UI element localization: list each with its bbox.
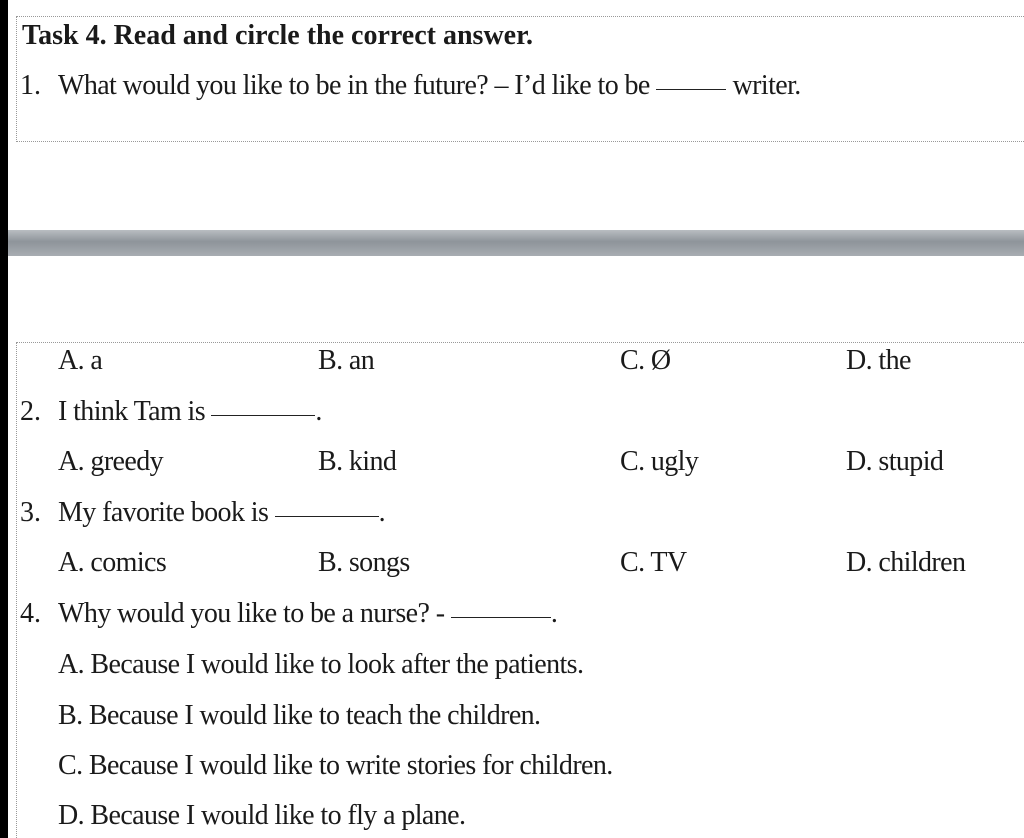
page-border-bottom (16, 141, 1024, 142)
question-3-end: . (378, 497, 386, 528)
question-2 (58, 396, 322, 428)
question-3-text: My favorite book is (58, 497, 269, 528)
question-2-text: I think Tam is (58, 396, 206, 427)
q4-option-a[interactable]: A. Because I would like to look after the patients. (58, 649, 584, 680)
page-edge (0, 0, 8, 838)
q1-option-d[interactable]: D. the (846, 345, 911, 376)
question-number-4: 4. (20, 598, 41, 629)
q4-option-c[interactable]: C. Because I would like to write stories for children. (58, 750, 613, 781)
task-heading: Task 4. Read and circle the correct answer. (22, 20, 533, 51)
page-border-top (16, 16, 1024, 17)
q2-option-b[interactable]: B. kind (318, 446, 397, 477)
question-1 (58, 70, 801, 102)
q4-option-d[interactable]: D. Because I would like to fly a plane. (58, 800, 466, 831)
question-4-end: . (550, 598, 558, 629)
q4-option-b[interactable]: B. Because I would like to teach the children. (58, 700, 541, 731)
q1-option-c[interactable]: C. Ø (620, 345, 671, 376)
question-number-1: 1. (20, 70, 41, 101)
question-2-end: . (315, 396, 322, 427)
page2-border-left (16, 342, 17, 838)
q2-option-d[interactable]: D. stupid (846, 446, 944, 477)
answer-blank-1 (656, 88, 726, 90)
question-1-text: What would you like to be in the future? – I’d like to be (58, 70, 650, 101)
question-1-end: writer. (732, 70, 801, 101)
answer-blank-2 (211, 414, 315, 416)
q2-option-a[interactable]: A. greedy (58, 446, 164, 477)
q3-option-d[interactable]: D. children (846, 547, 966, 578)
question-3 (58, 497, 385, 529)
q3-option-b[interactable]: B. songs (318, 547, 410, 578)
answer-blank-3 (275, 515, 379, 517)
answer-blank-4 (451, 616, 551, 618)
q1-option-a[interactable]: A. a (58, 345, 103, 376)
question-4 (58, 598, 557, 630)
q3-option-c[interactable]: C. TV (620, 547, 687, 578)
q1-option-b[interactable]: B. an (318, 345, 375, 376)
page-border-left (16, 16, 17, 142)
question-number-3: 3. (20, 497, 41, 528)
q3-option-a[interactable]: A. comics (58, 547, 167, 578)
question-4-text: Why would you like to be a nurse? - (58, 598, 445, 629)
q2-option-c[interactable]: C. ugly (620, 446, 699, 477)
page2-border-top (16, 342, 1024, 343)
question-number-2: 2. (20, 396, 41, 427)
page-separator (8, 230, 1024, 256)
